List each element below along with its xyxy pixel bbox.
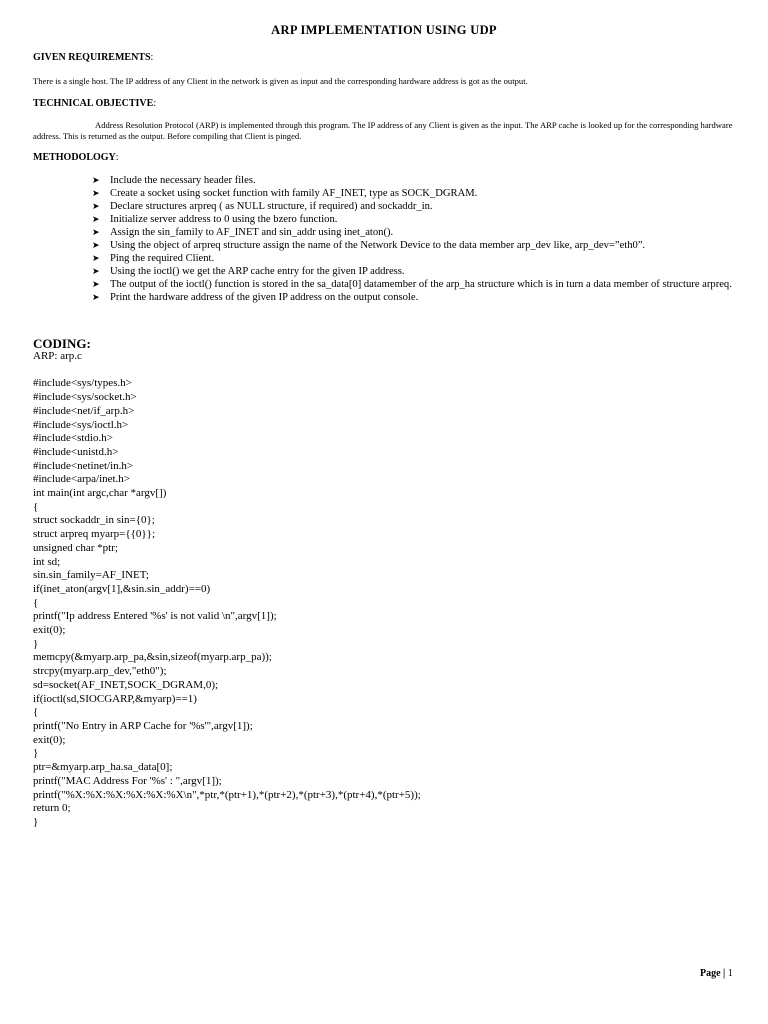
arrow-bullet-icon: ➤: [92, 292, 100, 302]
code-line: sd=socket(AF_INET,SOCK_DGRAM,0);: [33, 678, 219, 691]
page-footer: [700, 968, 733, 979]
code-line: #include<arpa/inet.h>: [33, 473, 131, 486]
methodology-item-text: Print the hardware address of the given IP address on the output console.: [110, 292, 419, 303]
code-line: int main(int argc,char *argv[]): [33, 487, 167, 500]
methodology-item: [92, 174, 740, 187]
code-line: {: [33, 596, 39, 609]
methodology-item-text: Using the ioctl() we get the ARP cache entry for the given IP address.: [110, 266, 405, 277]
arrow-bullet-icon: ➤: [92, 175, 100, 185]
code-line: if(inet_aton(argv[1],&sin.sin_addr)==0): [33, 582, 211, 595]
page-separator: |: [723, 968, 726, 979]
methodology-item: [92, 187, 740, 200]
code-line: }: [33, 747, 39, 760]
methodology-list: [92, 174, 740, 304]
code-line: ptr=&myarp.arp_ha.sa_data[0];: [33, 761, 173, 774]
code-line: }: [33, 815, 39, 828]
given-requirements-heading-text: GIVEN REQUIREMENTS: [33, 52, 151, 63]
methodology-heading-text: METHODOLOGY: [33, 152, 116, 163]
code-line: struct sockaddr_in sin={0};: [33, 514, 155, 527]
code-line: exit(0);: [33, 624, 66, 637]
methodology-item: [92, 213, 740, 226]
code-line: unsigned char *ptr;: [33, 541, 118, 554]
code-line: {: [33, 706, 39, 719]
methodology-item-text: Ping the required Client.: [110, 253, 215, 264]
methodology-item-text: Using the object of arpreq structure assign the name of the Network Device to the data member arp_dev like, arp_dev=”eth0”.: [110, 240, 646, 251]
technical-objective-text: Address Resolution Protocol (ARP) is implemented through this program. The IP address of any Client is given as the input. The ARP cache is looked up for the corresponding hardware address. This is returned as the output. Before compiling that Client is pinged.: [33, 120, 733, 141]
code-line: #include<net/if_arp.h>: [33, 404, 135, 417]
code-line: int sd;: [33, 555, 61, 568]
arrow-bullet-icon: ➤: [92, 266, 100, 276]
code-line: #include<netinet/in.h>: [33, 459, 134, 472]
code-line: printf("No Entry in ARP Cache for '%s'",argv[1]);: [33, 719, 253, 732]
code-line: {: [33, 500, 39, 513]
page-label: Page: [700, 968, 721, 979]
arrow-bullet-icon: ➤: [92, 253, 100, 263]
technical-objective-heading: TECHNICAL OBJECTIVE:: [33, 98, 157, 109]
arrow-bullet-icon: ➤: [92, 201, 100, 211]
code-line: return 0;: [33, 802, 71, 815]
code-line: sin.sin_family=AF_INET;: [33, 569, 149, 582]
coding-heading: CODING:: [33, 336, 91, 351]
code-line: printf("%X:%X:%X:%X:%X:%X\n",*ptr,*(ptr+1),*(ptr+2),*(ptr+3),*(ptr+4),*(ptr+5));: [33, 788, 421, 801]
methodology-item-text: Declare structures arpreq ( as NULL structure, if required) and sockaddr_in.: [110, 201, 433, 212]
page-number: 1: [727, 968, 733, 979]
methodology-heading: METHODOLOGY:: [33, 152, 119, 163]
code-line: #include<sys/types.h>: [33, 377, 132, 390]
methodology-item-text: Assign the sin_family to AF_INET and sin_addr using inet_aton().: [110, 227, 394, 238]
methodology-item: [92, 239, 740, 252]
methodology-item: [92, 278, 740, 291]
code-line: #include<stdio.h>: [33, 432, 113, 445]
code-line: memcpy(&myarp.arp_pa,&sin,sizeof(myarp.arp_pa));: [33, 651, 272, 664]
technical-objective-heading-text: TECHNICAL OBJECTIVE: [33, 98, 154, 109]
methodology-item: [92, 200, 740, 213]
given-requirements-text: There is a single host. The IP address of any Client in the network is given as input and the corresponding hardware address is got as the output.: [33, 76, 528, 86]
code-line: }: [33, 637, 39, 650]
given-requirements-heading: GIVEN REQUIREMENTS:: [33, 52, 154, 63]
code-filename: ARP: arp.c: [33, 350, 82, 362]
methodology-item: [92, 291, 740, 304]
code-line: if(ioctl(sd,SIOCGARP,&myarp)==1): [33, 692, 197, 705]
methodology-item: [92, 252, 740, 265]
methodology-item: [92, 226, 740, 239]
code-line: exit(0);: [33, 733, 66, 746]
arrow-bullet-icon: ➤: [92, 214, 100, 224]
code-listing: [33, 350, 421, 830]
code-line: printf("Ip address Entered '%s' is not valid \n",argv[1]);: [33, 610, 277, 623]
code-line: #include<unistd.h>: [33, 445, 119, 458]
code-line: struct arpreq myarp={{0}};: [33, 528, 156, 541]
arrow-bullet-icon: ➤: [92, 240, 100, 250]
document-title: ARP IMPLEMENTATION USING UDP: [271, 23, 497, 37]
code-line: #include<sys/socket.h>: [33, 391, 137, 404]
methodology-item-text: The output of the ioctl() function is stored in the sa_data[0] datamember of the arp_ha structure which is in turn a data member of structure arpreq.: [110, 279, 732, 290]
arrow-bullet-icon: ➤: [92, 279, 100, 289]
arrow-bullet-icon: ➤: [92, 227, 100, 237]
arrow-bullet-icon: ➤: [92, 188, 100, 198]
methodology-item-text: Initialize server address to 0 using the bzero function.: [110, 214, 338, 225]
code-line: #include<sys/ioctl.h>: [33, 418, 129, 431]
code-line: printf("MAC Address For '%s' : ",argv[1]);: [33, 774, 222, 787]
methodology-item-text: Create a socket using socket function with family AF_INET, type as SOCK_DGRAM.: [110, 188, 478, 199]
methodology-item: [92, 265, 740, 278]
code-line: strcpy(myarp.arp_dev,"eth0");: [33, 665, 167, 678]
methodology-item-text: Include the necessary header files.: [110, 175, 256, 186]
code-line: [33, 364, 421, 378]
